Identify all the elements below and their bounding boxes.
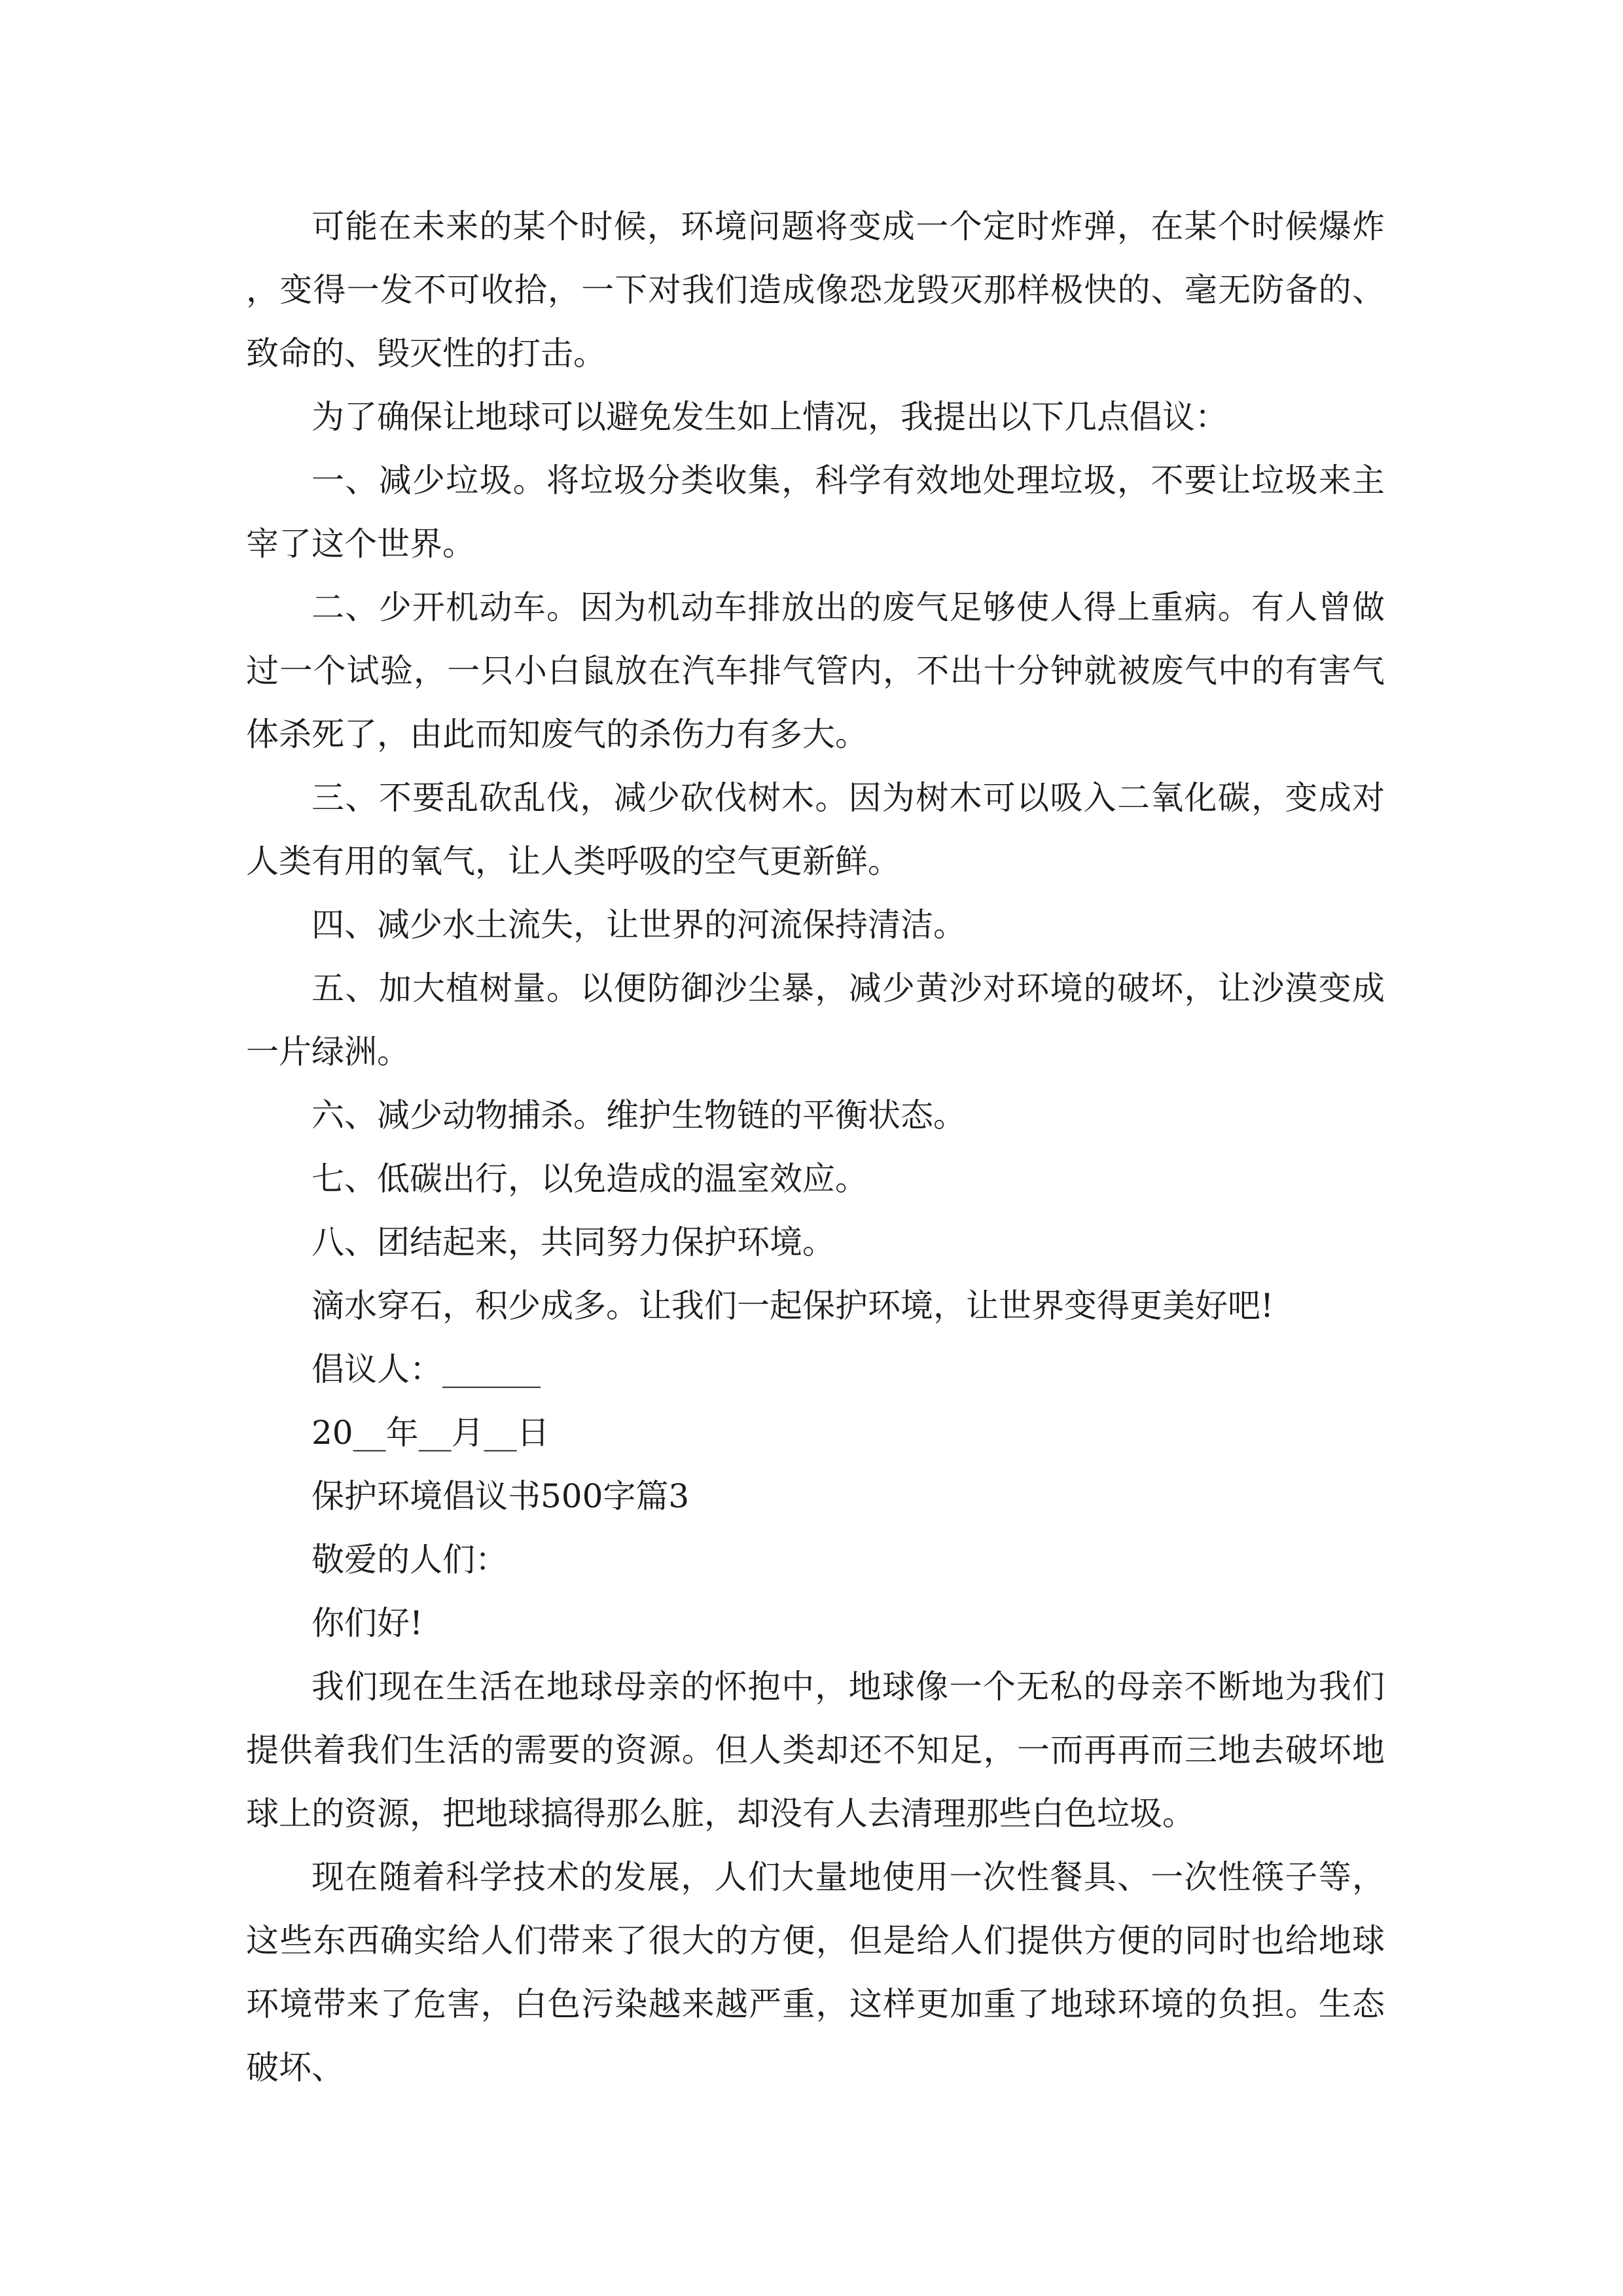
proposal-item-3: 三、不要乱砍乱伐，减少砍伐树木。因为树木可以吸入二氧化碳，变成对人类有用的氧气，让人类呼吸的空气更新鲜。	[246, 779, 1385, 880]
proposal-item-5: 五、加大植树量。以便防御沙尘暴，减少黄沙对环境的破坏，让沙漠变成一片绿洲。	[246, 969, 1385, 1071]
proposal-item-7: 七、低碳出行，以免造成的温室效应。	[312, 1160, 868, 1198]
proposal-item-2: 二、少开机动车。因为机动车排放出的废气足够使人得上重病。有人曾做过一个试验，一只小白鼠放在汽车排气管内，不出十分钟就被废气中的有害气体杀死了，由此而知废气的杀伤力有多大。	[246, 588, 1385, 753]
proposal-item-6: 六、减少动物捕杀。维护生物链的平衡状态。	[312, 1096, 966, 1134]
paragraph-mother-earth: 我们现在生活在地球母亲的怀抱中，地球像一个无私的母亲不断地为我们提供着我们生活的需要的资源。但人类却还不知足，一而再再而三地去破坏地球上的资源，把地球搞得那么脏，却没有人去清理那些白色垃圾。	[246, 1668, 1385, 1833]
date-line: 20__年__月__日	[312, 1414, 550, 1452]
proposal-item-1: 一、减少垃圾。将垃圾分类收集，科学有效地处理垃圾，不要让垃圾来主宰了这个世界。	[246, 461, 1385, 563]
section-title: 保护环境倡议书500字篇3	[312, 1477, 690, 1515]
paragraph-time-bomb: 可能在未来的某个时候，环境问题将变成一个定时炸弹，在某个时候爆炸，变得一发不可收拾，一下对我们造成像恐龙毁灭那样极快的、毫无防备的、致命的、毁灭性的打击。	[246, 207, 1385, 372]
proposer-line: 倡议人：______	[312, 1350, 541, 1388]
paragraph-proposal-intro: 为了确保让地球可以避免发生如上情况，我提出以下几点倡议：	[312, 398, 1228, 436]
paragraph-white-pollution: 现在随着科学技术的发展，人们大量地使用一次性餐具、一次性筷子等，这些东西确实给人们带来了很大的方便，但是给人们提供方便的同时也给地球环境带来了危害，白色污染越来越严重，这样更加重了地球环境的负担。生态破坏、	[246, 1858, 1385, 2087]
closing-call: 滴水穿石，积少成多。让我们一起保护环境，让世界变得更美好吧!	[312, 1287, 1274, 1325]
greeting: 你们好!	[312, 1604, 423, 1642]
document-body	[246, 195, 1385, 2100]
proposal-item-8: 八、团结起来，共同努力保护环境。	[312, 1223, 835, 1261]
proposal-item-4: 四、减少水土流失，让世界的河流保持清洁。	[312, 906, 966, 944]
salutation: 敬爱的人们：	[312, 1541, 508, 1579]
